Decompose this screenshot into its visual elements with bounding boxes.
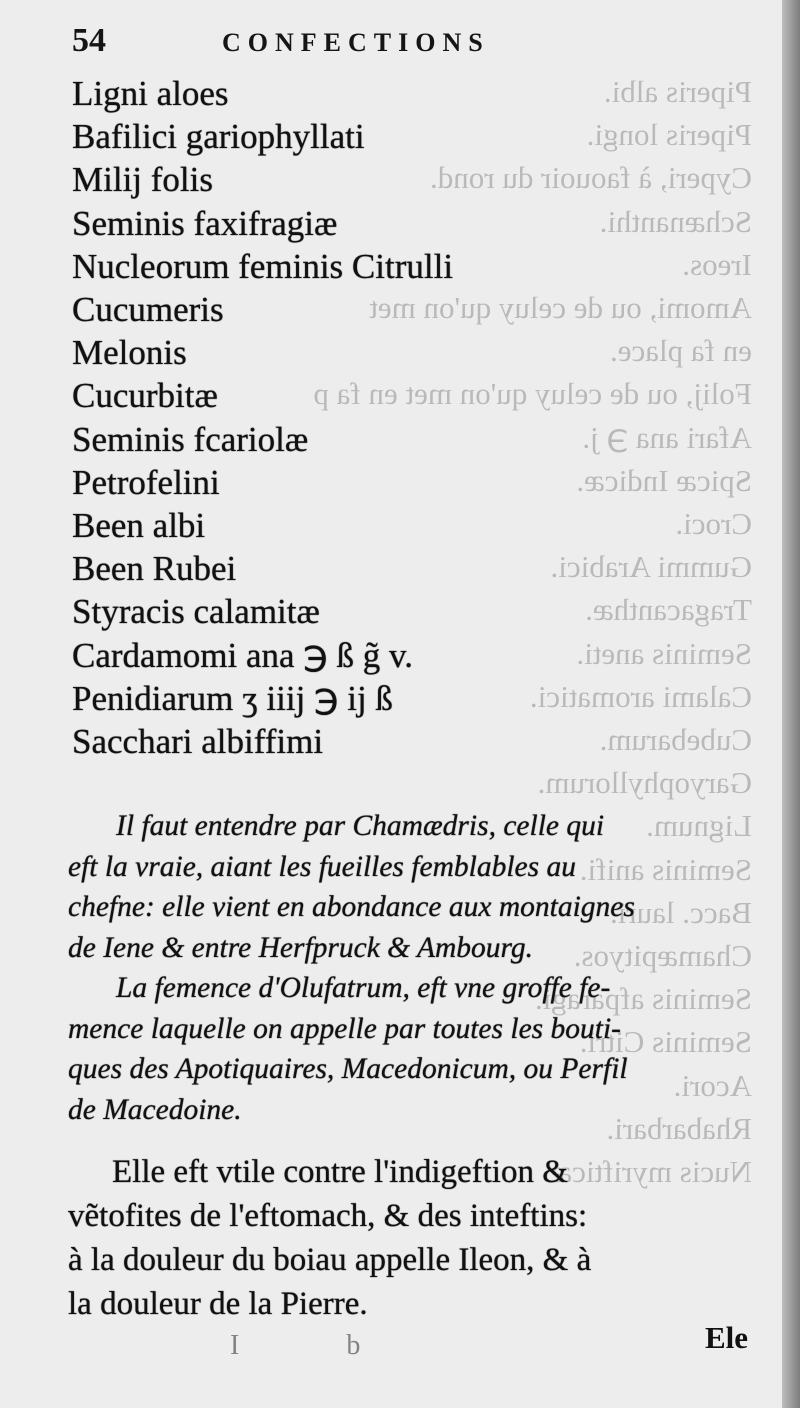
bleed-through-line: Seminis afparagi. [535, 981, 752, 1017]
page-gutter-shadow [782, 0, 800, 1408]
bleed-through-line: Seminis Citri. [579, 1024, 752, 1060]
bleed-through-line: Bacc. lauri. [609, 894, 752, 930]
bleed-through-line: Croci. [675, 506, 752, 542]
bleed-through-line: Spicæ Indicæ. [576, 462, 752, 498]
ingredient-line: Nucleorum feminis Citrulli [72, 246, 454, 286]
ingredient-line: Been Rubei [72, 549, 237, 589]
bleed-through-line: Cubebarum. [599, 722, 752, 758]
bleed-through-line: Seminis aneti. [576, 635, 752, 671]
italic-commentary [68, 806, 764, 1130]
ingredient-line: Sacchari albiffimi [72, 722, 324, 762]
catchword: Ele [704, 1320, 748, 1355]
ingredient-line: Ligni aloes [72, 74, 229, 113]
ingredient-line: Seminis faxifragiæ [72, 203, 338, 243]
ingredient-line: Bafilici gariophyllati [72, 117, 365, 157]
text-line: à la douleur du boiau appelle Ileon, & à [68, 1242, 592, 1278]
ingredient-line: Melonis [72, 333, 187, 373]
bleed-through-line: Lignum. [646, 808, 752, 844]
bleed-through-line: Chamæpityos. [573, 938, 752, 974]
bleed-through-line: en fa place. [610, 333, 752, 369]
ingredient-line: Cardamomi ana ℈ ß g̃ v. [72, 635, 413, 675]
text-line: de Iene & entre Herfpruck & Ambourg. [68, 931, 534, 964]
text-line: vẽtofites de l'eftomach, & des inteftins: [68, 1198, 588, 1234]
bleed-through-line: Gummi Arabici. [550, 549, 752, 585]
bleed-through-line: Garyophyllorum. [537, 765, 752, 801]
ingredient-line: Penidiarum ʒ iiij ℈ ij ß [72, 678, 393, 718]
bleed-through-line: Folij, ou de celuy qu'on met en fa p [313, 376, 752, 412]
ingredient-line: Been albi [72, 506, 206, 546]
ingredient-list [72, 72, 453, 763]
bleed-through-line: Tragacanthæ. [585, 592, 752, 628]
text-line: chefne: elle vient en abondance aux montaignes [68, 891, 635, 923]
ingredient-line: Cucurbitæ [72, 376, 218, 416]
bleed-through-line: Amomi, ou de celuy qu'on met [369, 290, 752, 326]
bleed-through-line: Piperis albi. [603, 74, 752, 109]
signature-mark: I b [230, 1330, 411, 1361]
ingredient-line: Milij folis [72, 160, 213, 200]
ingredient-line: Seminis fcariolæ [72, 419, 309, 459]
body-paragraph [68, 1150, 768, 1326]
text-line: eft la vraie, aiant les fueilles femblables au [68, 850, 576, 883]
ingredient-line: Styracis calamitæ [72, 592, 320, 632]
bleed-through-line: Cyperi, à faouoir du rond. [430, 160, 752, 196]
running-title: CONFECTIONS [222, 28, 490, 57]
ingredient-line: Petrofelini [72, 462, 220, 502]
page-number: 54 [72, 22, 106, 59]
bleed-through-line: Seminis anifi. [579, 851, 752, 887]
text-line: de Macedoine. [68, 1093, 242, 1126]
bleed-through-line: Schænanthi. [599, 203, 752, 239]
bleed-through-line: Piperis longi. [586, 117, 752, 153]
bleed-through-line: Acori. [673, 1067, 752, 1103]
text-line: mence laquelle on appelle par toutes les bouti- [68, 1012, 621, 1045]
bleed-through-line: Calami aromatici. [529, 678, 752, 714]
text-line: la douleur de la Pierre. [68, 1286, 368, 1322]
bleed-through-line: Nucis myrifticæ [551, 1154, 752, 1190]
text-line: ques des Apotiquaires, Macedonicum, ou Perfil [68, 1053, 628, 1085]
text-line: La femence d'Olufatrum, eft vne groffe fe- [116, 972, 611, 1004]
text-line: Elle eft vtile contre l'indigeftion & [112, 1154, 568, 1190]
bleed-through-line: Afari ana ℈ j. [582, 419, 752, 455]
bleed-through-line: Rhabarbari. [606, 1110, 752, 1146]
ingredient-line: Cucumeris [72, 290, 224, 330]
bleed-through-line: Ireos. [682, 246, 752, 282]
text-line: Il faut entendre par Chamædris, celle qui [116, 810, 605, 842]
